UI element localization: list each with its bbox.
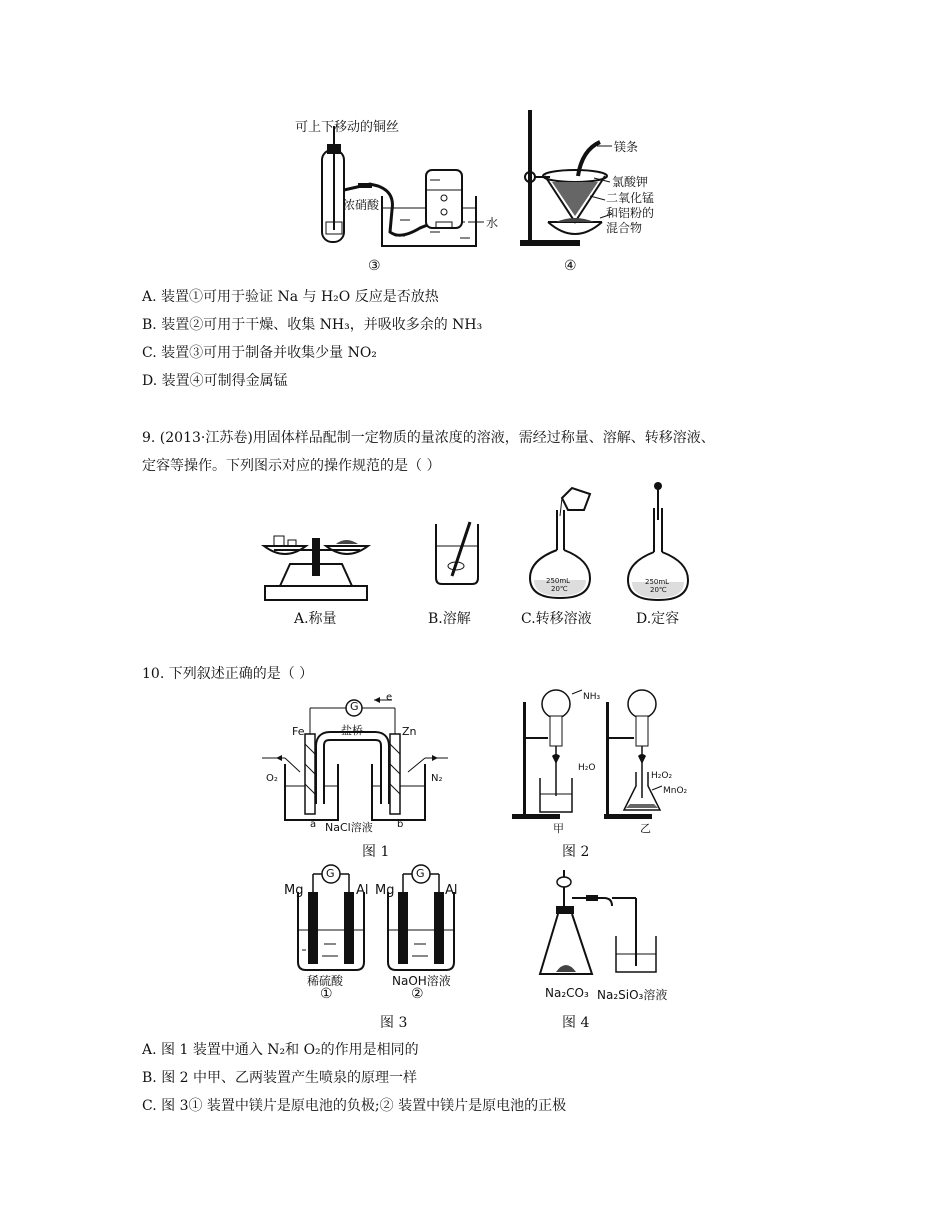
fig1-salt-bridge-label: 盐桥 bbox=[341, 724, 363, 737]
fig3-al-label-1: Al bbox=[356, 883, 369, 898]
q9-operation-figures bbox=[0, 480, 950, 620]
figure-number-3: ③ bbox=[368, 258, 381, 274]
svg-text:250mL: 250mL bbox=[546, 577, 571, 585]
q8-option-a: A. 装置①可用于验证 Na 与 H₂O 反应是否放热 bbox=[142, 289, 439, 305]
q9-caption-d: D.定容 bbox=[636, 611, 680, 627]
q10-option-c: C. 图 3① 装置中镁片是原电池的负极;② 装置中镁片是原电池的正极 bbox=[142, 1098, 567, 1114]
fig2-h2o-label: H₂O bbox=[578, 763, 596, 773]
fig1-n2-label: N₂ bbox=[431, 773, 443, 784]
fig4-na2co3-label: Na₂CO₃ bbox=[545, 986, 589, 1000]
fig1-b-label: b bbox=[397, 819, 404, 830]
figure-number-4: ④ bbox=[564, 258, 577, 274]
q8-option-c: C. 装置③可用于制备并收集少量 NO₂ bbox=[142, 345, 377, 361]
fig1-a-label: a bbox=[310, 819, 317, 830]
q9-stem-line-1: 9. (2013·江苏卷)用固体样品配制一定物质的量浓度的溶液，需经过称量、溶解、转移溶液、 bbox=[142, 430, 715, 446]
fig2-nh3-label: NH₃ bbox=[583, 692, 601, 702]
q10-stem: 10. 下列叙述正确的是（ ） bbox=[142, 666, 314, 682]
fig4-na2sio3-label: Na₂SiO₃溶液 bbox=[597, 988, 668, 1002]
fig3-caption: 图 3 bbox=[380, 1015, 408, 1031]
fig3-mg-label-1: Mg bbox=[284, 883, 304, 898]
label-mno2-mixture-1: 二氧化锰 bbox=[606, 191, 655, 205]
q10-option-a: A. 图 1 装置中通入 N₂和 O₂的作用是相同的 bbox=[142, 1042, 419, 1058]
label-potassium-chlorate: 氯酸钾 bbox=[612, 175, 649, 189]
label-magnesium-strip: 镁条 bbox=[614, 140, 639, 154]
q9-caption-a: A.称量 bbox=[294, 611, 337, 627]
fig1-zn-label: Zn bbox=[402, 725, 417, 738]
svg-text:20℃: 20℃ bbox=[650, 586, 667, 594]
fig1-galvanometer: G bbox=[350, 700, 359, 713]
q10-figures-3-4 bbox=[0, 862, 950, 1012]
fig2-yi-label: 乙 bbox=[640, 822, 651, 835]
q8-option-d: D. 装置④可制得金属锰 bbox=[142, 373, 288, 389]
svg-text:20℃: 20℃ bbox=[551, 585, 568, 593]
fig3-dilute-sulfuric-acid: 稀硫酸 bbox=[307, 974, 344, 988]
fig2-h2o2-label: H₂O₂ bbox=[651, 771, 673, 781]
q10-option-b: B. 图 2 中甲、乙两装置产生喷泉的原理一样 bbox=[142, 1070, 417, 1086]
fig3-al-label-2: Al bbox=[445, 883, 458, 898]
fig1-fe-label: Fe bbox=[292, 725, 305, 738]
fig1-solution-label: NaCl溶液 bbox=[325, 821, 373, 834]
label-mno2-mixture-3: 混合物 bbox=[606, 221, 643, 235]
label-conc-nitric-acid: 浓硝酸 bbox=[343, 198, 380, 212]
label-water: 水 bbox=[486, 216, 499, 230]
label-mno2-mixture-2: 和铝粉的 bbox=[606, 206, 655, 220]
q9-caption-b: B.溶解 bbox=[428, 611, 471, 627]
fig4-caption: 图 4 bbox=[562, 1015, 590, 1031]
q10-figures-1-2 bbox=[0, 686, 950, 846]
fig2-caption: 图 2 bbox=[562, 844, 590, 860]
fig3-mg-label-2: Mg bbox=[375, 883, 395, 898]
fig2-jia-label: 甲 bbox=[553, 822, 564, 835]
svg-text:250mL: 250mL bbox=[645, 578, 670, 586]
fig1-caption: 图 1 bbox=[362, 844, 390, 860]
fig3-number-2: ② bbox=[411, 986, 424, 1002]
q9-caption-c: C.转移溶液 bbox=[521, 611, 592, 627]
apparatus-figure-3 bbox=[0, 0, 950, 280]
fig2-mno2-label: MnO₂ bbox=[663, 786, 688, 796]
fig3-naoh-solution: NaOH溶液 bbox=[392, 974, 451, 988]
fig3-number-1: ① bbox=[320, 986, 333, 1002]
q9-stem-line-2: 定容等操作。下列图示对应的操作规范的是（ ） bbox=[142, 458, 441, 474]
fig1-o2-label: O₂ bbox=[266, 773, 278, 784]
label-copper-wire: 可上下移动的铜丝 bbox=[295, 120, 400, 135]
fig1-electron-label: e bbox=[386, 692, 393, 703]
fig3-g-label-1: G bbox=[326, 867, 335, 880]
q8-option-b: B. 装置②可用于干燥、收集 NH₃，并吸收多余的 NH₃ bbox=[142, 317, 483, 333]
fig3-g-label-2: G bbox=[416, 867, 425, 880]
